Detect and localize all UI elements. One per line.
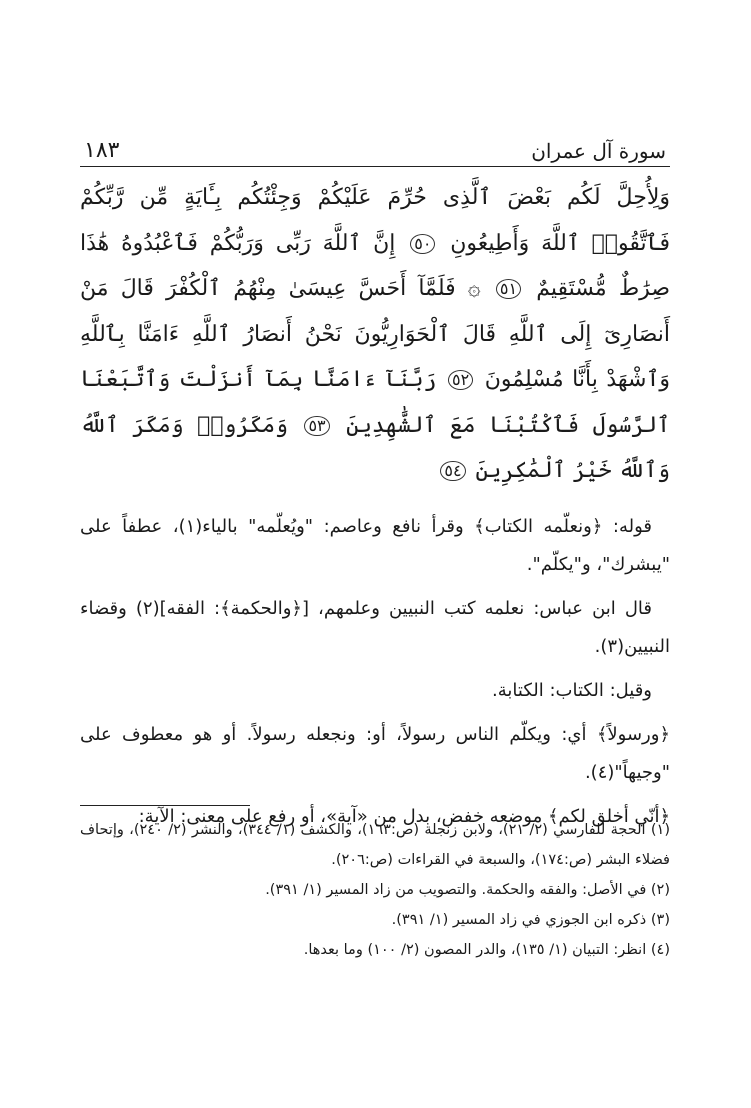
footnotes-block bbox=[80, 815, 670, 965]
footnote-4: (٤) انظر: التبيان (١/ ١٣٥)، والدر المصون (٢/ ١٠٠) وما بعدها. bbox=[303, 942, 670, 958]
commentary-paragraph-1: قوله: ﴿ونعلّمه الكتاب﴾ وقرأ نافع وعاصم: "ويُعلّمه" بالياء(١)، عطفاً على "يبشرك"، و"يكلّم". bbox=[80, 515, 670, 575]
page-number: ١٨٣ bbox=[84, 138, 120, 163]
footnote-3: (٣) ذكره ابن الجوزي في زاد المسير (١/ ٣٩١). bbox=[391, 912, 670, 928]
quran-segment-2: إِنَّ ٱللَّهَ رَبِّى وَرَبُّكُمْ فَٱعْبُدُوهُ هَٰذَا صِرَٰطٌ مُّسْتَقِيمٌ bbox=[80, 230, 671, 301]
quran-segment-1: وَلِأُحِلَّ لَكُم بَعْضَ ٱلَّذِى حُرِّمَ عَلَيْكُمْ وَجِئْتُكُم بِـَٔايَةٍ مِّن رَّبِّكُمْ فَٱتَّقُوا۟ ٱللَّهَ وَأَطِيعُونِ bbox=[80, 185, 671, 256]
commentary-block bbox=[80, 508, 670, 836]
commentary-paragraph-4: ﴿ورسولاً﴾ أي: ويكلّم الناس رسولاً، أو: ونجعله رسولاً. أو هو معطوف على "وجيهاً"(٤). bbox=[80, 723, 670, 783]
ayah-number-marker: ٥٤ bbox=[440, 461, 465, 481]
page-header bbox=[80, 125, 670, 167]
quran-segment-3: ۞ فَلَمَّآ أَحَسَّ عِيسَىٰ مِنْهُمُ ٱلْكُفْرَ قَالَ مَنْ أَنصَارِىٓ إِلَى ٱللَّهِ قَالَ ٱلْحَوَارِيُّونَ نَحْنُ أَنصَارُ ٱللَّهِ ءَامَنَّا بِٱللَّهِ وَٱشْهَدْ بِأَنَّا مُسْلِمُونَ bbox=[80, 276, 670, 392]
footnote-1: (١) الحجة للفارسي (٢/ ٢١)، ولابن زنجلة (ص:١٦٣)، والكشف (١/ ٣٤٤)، والنشر (٢/ ٢٤٠)، وإتحاف فضلاء البشر (ص:١٧٤)، والسبعة في القراءات (ص:٢٠٦). bbox=[80, 822, 670, 868]
footnote-2: (٢) في الأصل: والفقه والحكمة. والتصويب من زاد المسير (١/ ٣٩١). bbox=[265, 882, 670, 898]
quran-text-block bbox=[80, 175, 670, 494]
ayah-number-marker: ٥٢ bbox=[448, 370, 473, 390]
surah-title: سورة آل عمران bbox=[531, 139, 666, 163]
commentary-paragraph-5: ﴿أنّي أخلق لكم﴾ موضعه خفض، بدل من «آية»، أو رفع على معنى: الآية: bbox=[138, 805, 670, 827]
quran-segment-4: رَبَّنَآ ءَامَنَّا بِمَآ أَنزَلْتَ وَٱتَّبَعْنَا ٱلرَّسُولَ فَٱكْتُبْنَا مَعَ ٱلشَّٰهِدِينَ bbox=[80, 367, 671, 438]
commentary-paragraph-3: وقيل: الكتاب: الكتابة. bbox=[492, 679, 652, 701]
book-page bbox=[80, 125, 671, 958]
ayah-number-marker: ٥٣ bbox=[304, 416, 329, 436]
footnote-separator bbox=[80, 805, 250, 806]
ayah-number-marker: ٥٠ bbox=[410, 234, 435, 254]
commentary-paragraph-2: قال ابن عباس: نعلمه كتب النبيين وعلمهم، [﴿والحكمة﴾: الفقه](٢) وقضاء النبيين(٣). bbox=[80, 597, 670, 657]
ayah-number-marker: ٥١ bbox=[496, 279, 521, 299]
quran-segment-5: وَمَكَرُوا۟ وَمَكَرَ ٱللَّهُ وَٱللَّهُ خَيْرُ ٱلْمَٰكِرِينَ bbox=[80, 412, 670, 483]
quran-paragraph bbox=[80, 175, 670, 494]
